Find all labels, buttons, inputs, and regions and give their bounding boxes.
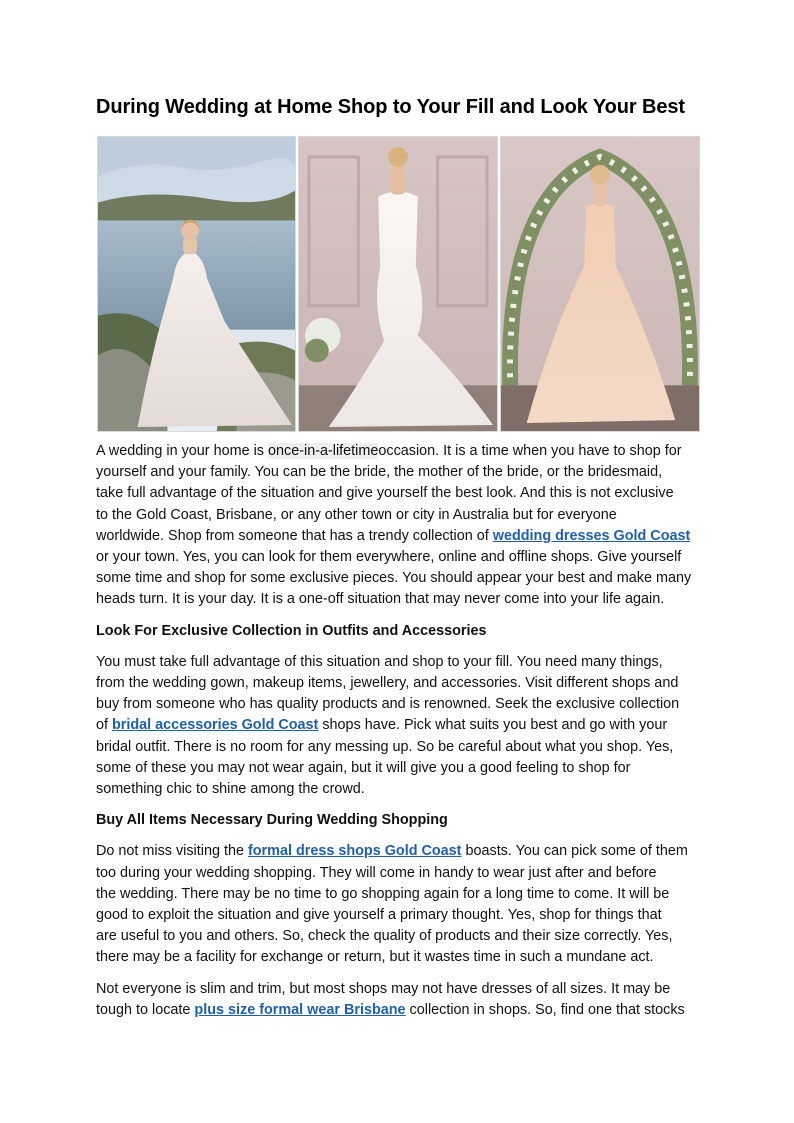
bride-lace-gown-back-photo xyxy=(298,136,498,432)
text: A wedding in your home is xyxy=(96,443,268,459)
text: Do not miss visiting the xyxy=(96,843,248,860)
plus-size-formal-wear-link[interactable]: plus size formal wear Brisbane xyxy=(194,1001,406,1018)
plus-line-2 xyxy=(96,1000,700,1021)
intro-line-2: yourself and your family. You can be the bride, the mother of the bride, or the bridesmaid, xyxy=(96,464,663,481)
intro-line-3: take full advantage of the situation and give yourself the best look. And this is not exclusive xyxy=(96,485,674,502)
intro-paragraph xyxy=(96,441,700,611)
highlighted-text: once-in-a-lifetime xyxy=(268,443,379,459)
collection-line-4 xyxy=(96,715,700,736)
text: tough to locate xyxy=(96,1001,195,1018)
formal-dress-shops-link[interactable]: formal dress shops Gold Coast xyxy=(247,843,462,860)
buy-line-5: are useful to you and others. So, check the quality of products and their size correctly. Yes, xyxy=(96,928,673,945)
buy-line-1 xyxy=(96,841,700,862)
collection-line-1: You must take full advantage of this situation and shop to your fill. You need many things, xyxy=(96,653,663,670)
intro-line-8: heads turn. It is your day. It is a one-off situation that may never come into your life again. xyxy=(96,591,665,608)
intro-line-5 xyxy=(96,526,700,547)
intro-line-7: some time and shop for some exclusive pieces. You should appear your best and make many xyxy=(96,570,692,587)
bridal-accessories-link[interactable]: bridal accessories Gold Coast xyxy=(112,717,319,734)
section-heading-buy-all-items: Buy All Items Necessary During Wedding Shopping xyxy=(96,812,448,829)
text: shops have. Pick what suits you best and go with your xyxy=(318,717,668,734)
wedding-dresses-link[interactable]: wedding dresses Gold Coast xyxy=(492,527,691,544)
section-heading-exclusive-collection: Look For Exclusive Collection in Outfits and Accessories xyxy=(96,622,487,639)
text: worldwide. Shop from someone that has a trendy collection of xyxy=(96,527,493,544)
collection-line-7: something chic to shine among the crowd. xyxy=(96,781,365,798)
exclusive-collection-paragraph xyxy=(96,652,700,800)
bride-lakeside-photo xyxy=(97,136,296,432)
text: occasion. It is a time when you have to shop for xyxy=(378,443,682,459)
buy-line-3: the wedding. There may be no time to go shopping again for a long time to come. It will be xyxy=(96,885,670,902)
text: boasts. You can pick some of them xyxy=(461,843,688,860)
photo-collage xyxy=(97,136,700,432)
buy-line-2: too during your wedding shopping. They will come in handy to wear just after and before xyxy=(96,864,657,881)
plus-size-paragraph xyxy=(96,979,700,1021)
text: of xyxy=(96,717,112,734)
collection-line-6: some of these you may not wear again, but it will give you a good feeling to shop for xyxy=(96,759,631,776)
text: collection in shops. So, find one that stocks xyxy=(405,1001,685,1018)
article-body xyxy=(96,441,700,1031)
collection-line-2: from the wedding gown, makeup items, jewellery, and accessories. Visit different shops and xyxy=(96,675,679,692)
collection-line-3: buy from someone who has quality products and is renowned. Seek the exclusive collection xyxy=(96,696,680,713)
buy-line-6: there may be a facility for exchange or return, but it wastes time in such a mundane act. xyxy=(96,949,654,966)
page-title: During Wedding at Home Shop to Your Fill and Look Your Best xyxy=(96,96,685,118)
intro-line-6: or your town. Yes, you can look for them everywhere, online and offline shops. Give yourself xyxy=(96,549,682,566)
intro-line-1 xyxy=(96,441,700,462)
bride-blush-gown-photo xyxy=(500,136,700,432)
buy-items-paragraph xyxy=(96,841,700,968)
plus-line-1: Not everyone is slim and trim, but most shops may not have dresses of all sizes. It may be xyxy=(96,980,671,997)
collection-line-5: bridal outfit. There is no room for any messing up. So be careful about what you shop. Yes, xyxy=(96,738,674,755)
buy-line-4: good to exploit the situation and give yourself a primary thought. Yes, shop for things that xyxy=(96,907,662,924)
intro-line-4: to the Gold Coast, Brisbane, or any other town or city in Australia but for everyone xyxy=(96,506,617,523)
